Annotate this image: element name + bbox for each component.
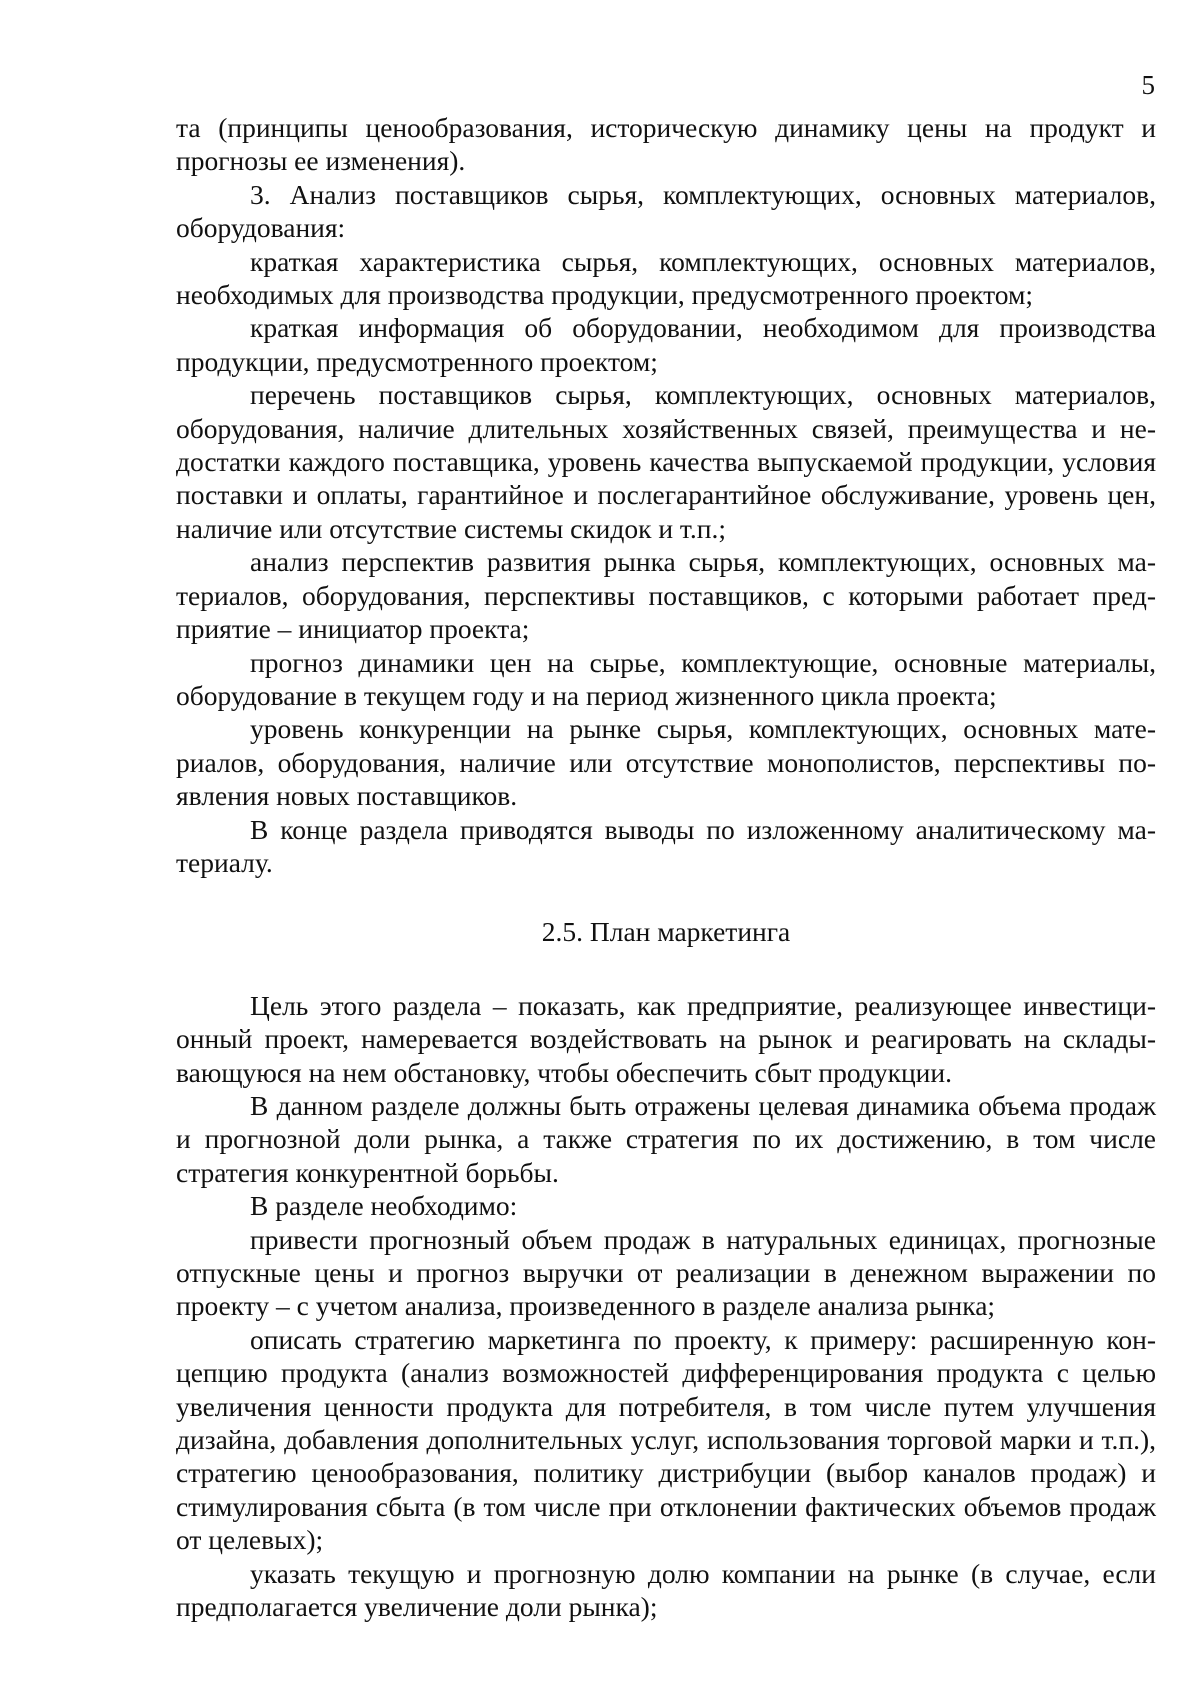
paragraph-suppliers-list: перечень поставщиков сырья, комплектующих, основных материалов, оборудования, наличие длительных хозяйственных связей, преимущества и недостатки каждого поставщика, уровень качества выпускаемой продукции, условия поставки и оплаты, гарантийное и послегарантийное обслуживание, уровень цен, наличие или отсутствие системы скидок и т.п.;	[176, 379, 1156, 544]
paragraph-requirements-intro: В разделе необходимо:	[250, 1190, 518, 1222]
paragraph-market-share: указать текущую и прогнозную долю компании на рынке (в случае, если предполагается увеличение доли рынка);	[176, 1557, 1156, 1623]
paragraph-section-conclusions: В конце раздела приводятся выводы по изложенному аналитическому материалу.	[176, 813, 1156, 878]
document-body	[176, 111, 1156, 1623]
paragraph-equipment-info: краткая информация об оборудовании, необходимом для производства продукции, предусмотренного проектом;	[176, 312, 1156, 377]
paragraph-price-forecast: прогноз динамики цен на сырье, комплектующие, основные материалы, оборудование в текущем году и на период жизненного цикла проекта;	[176, 646, 1156, 711]
paragraph-competition-level: уровень конкуренции на рынке сырья, комплектующих, основных материалов, оборудования, наличие или отсутствие монополистов, перспективы появления новых поставщиков.	[176, 713, 1156, 812]
section-heading-marketing-plan: 2.5. План маркетинга	[541, 916, 791, 948]
paragraph-sales-forecast: привести прогнозный объем продаж в натуральных единицах, прогнозные отпускные цены и прогноз выручки от реализации в денежном выражении по проекту – с учетом анализа, произведенного в разделе анализа рынка;	[176, 1223, 1156, 1322]
page-number: 5	[1141, 70, 1155, 100]
paragraph-marketing-strategy: описать стратегию маркетинга по проекту, к примеру: расширенную концепцию продукта (анализ возможностей дифференцирования продукта с целью увеличения ценности продукта для потребителя, в том числе путем улучшения дизайна, добавления дополнительных услуг, использования торговой марки и т.п.), стратегию ценообразования, политику дистрибуции (выбор каналов продаж) и стимулирования сбыта (в том числе при отклонении фактических объемов продаж от целевых);	[176, 1323, 1156, 1556]
paragraph-materials-characteristics: краткая характеристика сырья, комплектующих, основных материалов, необходимых для производства продукции, предусмотренного проектом;	[176, 245, 1156, 311]
paragraph-market-prospects: анализ перспектив развития рынка сырья, комплектующих, основных материалов, оборудования, перспективы поставщиков, с которыми работает предприятие – инициатор проекта;	[176, 546, 1156, 645]
paragraph-continuation: та (принципы ценообразования, историческую динамику цены на продукт и прогнозы ее изменения).	[176, 112, 1156, 177]
paragraph-sales-dynamics: В данном разделе должны быть отражены целевая динамика объема продаж и прогнозной доли рынка, а также стратегия по их достижению, в том числе стратегия конкурентной борьбы.	[176, 1089, 1156, 1188]
paragraph-suppliers-analysis: 3. Анализ поставщиков сырья, комплектующих, основных материалов, оборудования:	[176, 178, 1156, 244]
paragraph-section-goal: Цель этого раздела – показать, как предприятие, реализующее инвестиционный проект, намеревается воздействовать на рынок и реагировать на складывающуюся на нем обстановку, чтобы обеспечить сбыт продукции.	[176, 989, 1156, 1088]
